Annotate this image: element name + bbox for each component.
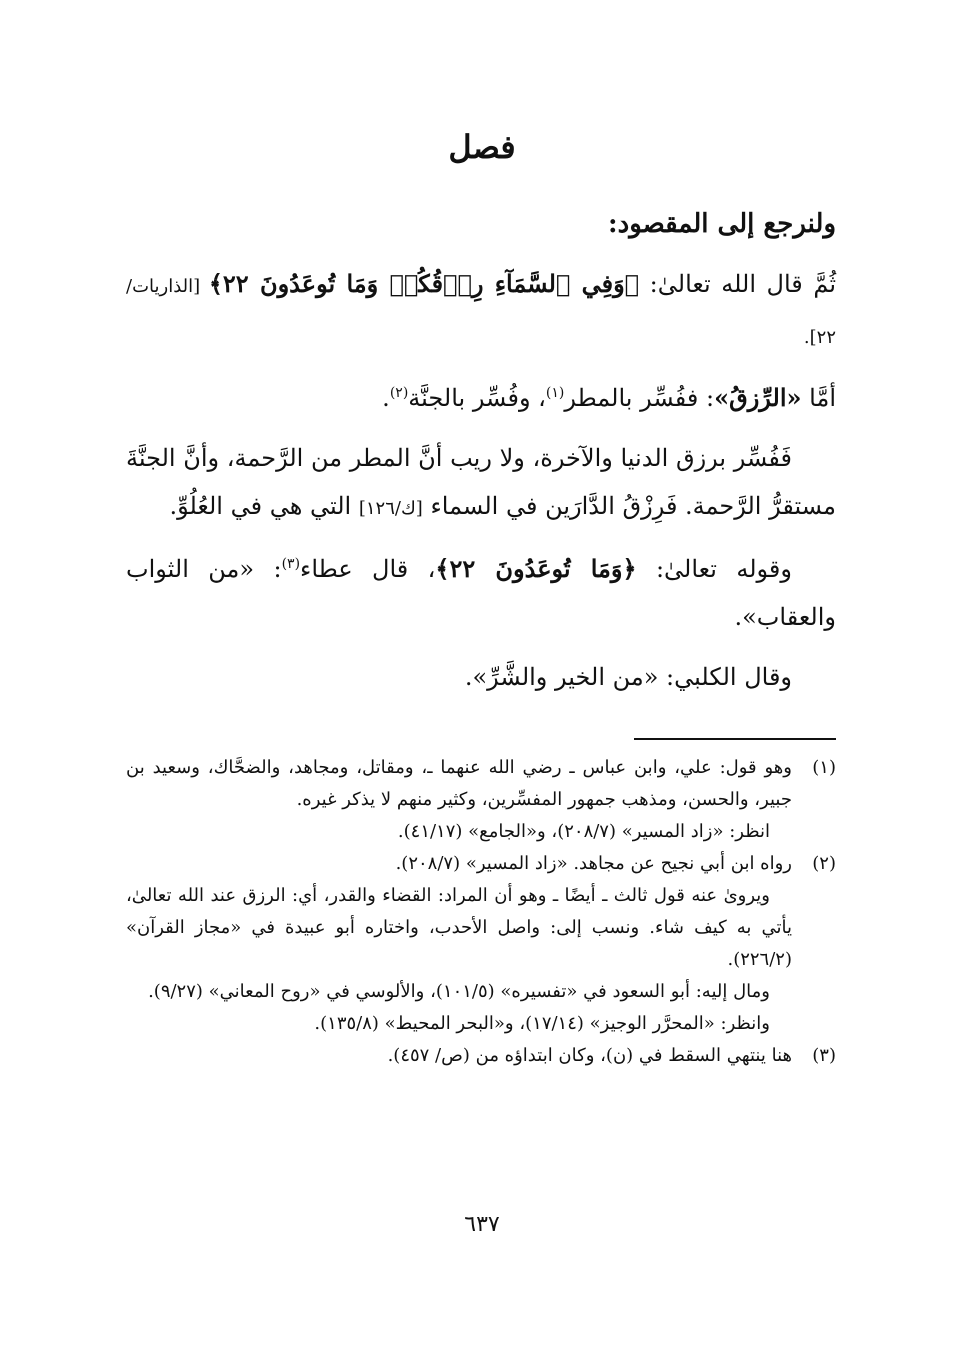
manuscript-ref: [ك/١٢٦] bbox=[358, 498, 423, 519]
footnote-line: ويروىٰ عنه قول ثالث ـ أيضًا ـ وهو أن المراد: القضاء والقدر، أي: الرزق عند الله تعالىٰ، يأتي به كيف شاء. ونسب إلى: واصل الأحدب، واختاره أبو عبيدة في «مجاز القرآن» (٢٢٦/٢). bbox=[126, 885, 792, 970]
p2-c: ، وفُسِّر بالجنَّة bbox=[408, 384, 546, 412]
footnote-number: (٢) bbox=[812, 853, 836, 874]
p4-a: وقوله تعالىٰ: bbox=[636, 555, 792, 583]
footnote-3 bbox=[126, 1040, 836, 1072]
p3-a: فَفُسِّر برزق الدنيا والآخرة، ولا ريب أنَّ المطر من الرَّحمة، وأنَّ الجنَّةَ مستقرُّ الرَّحمة. فَرِزْقُ الدَّارَين في السماء bbox=[126, 444, 836, 520]
paragraph-5: وقال الكلبي: «من الخير والشَّرِّ». bbox=[464, 663, 792, 691]
footnote-line: وانظر: «المحرَّر الوجيز» (١٧/١٤)، و«البحر المحيط» (١٣٥/٨). bbox=[314, 1013, 770, 1034]
footnote-line: وهو قول: علي، وابن عباس ـ رضي الله عنهما ـ، ومقاتل، ومجاهد، والضحَّاك، وسعيد بن جبير، والحسن، ومذهب جمهور المفسِّرين، وكثير منهم لا يذكر غيره. bbox=[126, 757, 792, 810]
footnote-number: (٣) bbox=[812, 1045, 836, 1066]
paragraph-1 bbox=[126, 260, 836, 362]
quran-verse-2: ﴿وَمَا تُوعَدُونَ ٢٢﴾ bbox=[435, 554, 637, 583]
p2-d: . bbox=[382, 384, 390, 412]
footnote-line: انظر: «زاد المسير» (٢٠٨/٧)، و«الجامع» (٤١/١٧). bbox=[397, 821, 770, 842]
footnote-separator bbox=[634, 738, 836, 740]
p4-c: : «من الثواب والعقاب». bbox=[126, 555, 836, 631]
page-title: فصل bbox=[448, 128, 516, 166]
p1-prefix: ثُمَّ قال الله تعالىٰ: bbox=[639, 270, 836, 298]
footnote-number: (١) bbox=[812, 757, 836, 778]
footnote-1 bbox=[126, 752, 836, 848]
paragraph-4 bbox=[126, 545, 836, 641]
paragraph-2 bbox=[126, 374, 836, 422]
p4-b: ، قال عطاء bbox=[300, 555, 436, 583]
quran-verse-1: ﴿وَفِي ٱلسَّمَآءِ رِزۡقُكُمۡ وَمَا تُوعَدُونَ ٢٢﴾ bbox=[208, 269, 640, 298]
term-rizq: «الرِّزقُ» bbox=[714, 383, 802, 412]
footnote-ref-2: (٢) bbox=[389, 385, 409, 401]
main-text bbox=[126, 200, 836, 713]
footnote-ref-3: (٣) bbox=[281, 556, 301, 572]
footnote-ref-1: (١) bbox=[545, 385, 565, 401]
verse-citation: [الذاريات/ ٢٢]. bbox=[126, 276, 836, 348]
section-heading: ولنرجع إلى المقصود: bbox=[608, 209, 836, 239]
p2-b: : ففُسِّر بالمطر bbox=[564, 384, 715, 412]
page-number: ٦٣٧ bbox=[464, 1212, 500, 1237]
footnotes bbox=[126, 752, 836, 1072]
footnote-line: رواه ابن أبي نجيح عن مجاهد. «زاد المسير» (٢٠٨/٧). bbox=[395, 853, 792, 874]
paragraph-3 bbox=[126, 434, 836, 533]
footnote-line: ومال إليه: أبو السعود في «تفسيره» (١٠١/٥)، والألوسي في «روح المعاني» (٩/٢٧). bbox=[148, 981, 770, 1002]
p2-a: أمَّا bbox=[801, 384, 836, 412]
p3-b: التي هي في العُلُوِّ. bbox=[169, 492, 359, 520]
footnote-2 bbox=[126, 848, 836, 1040]
footnote-line: هنا ينتهي السقط في (ن)، وكان ابتداؤه من (ص/ ٤٥٧). bbox=[387, 1045, 792, 1066]
